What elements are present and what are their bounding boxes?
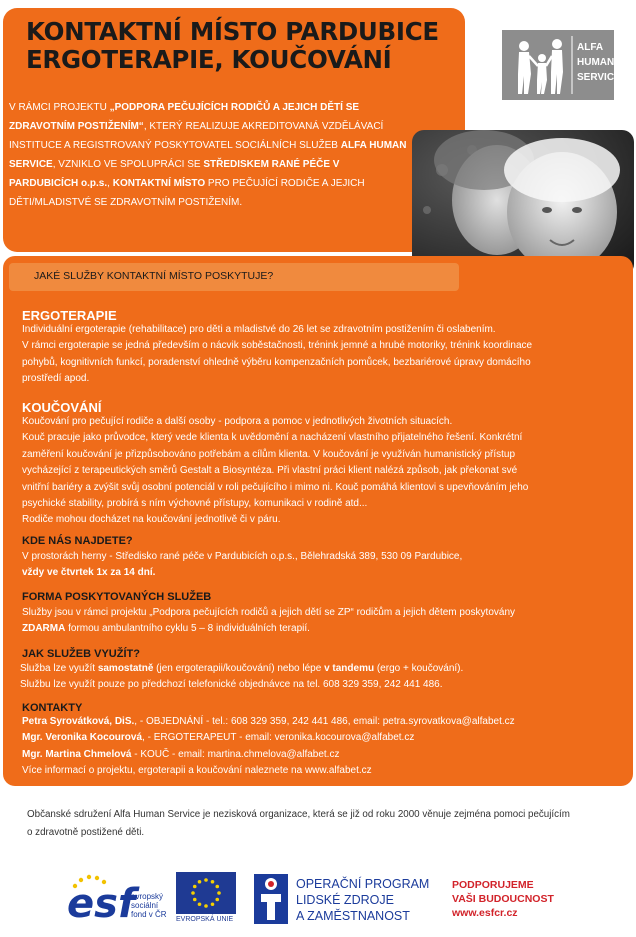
esf-wordmark: esf <box>67 881 136 927</box>
intro-bold-org: ALFA HUMAN SERVICE <box>9 140 407 170</box>
koucovani-line: psychické stability, probírá s ním výchovné přístupy, komunikaci v rodině atd... <box>22 498 368 510</box>
section-title-koucovani: KOUČOVÁNÍ <box>22 400 102 415</box>
intro-paragraph <box>9 98 409 212</box>
contact-row <box>22 714 632 730</box>
esf-caption <box>131 892 167 919</box>
logo-text-human: HUMAN <box>577 57 615 68</box>
use-bold-tandem: v tandemu <box>324 663 375 674</box>
use-bold-standalone: samostatně <box>97 663 154 674</box>
form-free-label: ZDARMA <box>22 623 66 635</box>
intro-text-4: , <box>107 178 113 189</box>
koucovani-line: vycházející z terapeutických směrů Gestalt a Biosyntéza. Při vlastní práci klient nalézá způsob, jak překonat své <box>22 465 518 477</box>
use-line: Službu lze využít pouze po předchozí telefonické objednávce na tel. 608 329 359, 242 441 486. <box>20 679 443 691</box>
koucovani-line: Rodiče mohou docházet na koučování jednotlivě či v páru. <box>22 514 281 526</box>
esf-logo <box>67 872 167 928</box>
section-title-ergoterapie: ERGOTERAPIE <box>22 308 117 323</box>
koucovani-line: zaměření koučování je přizpůsobováno potřebám a cílům klienta. V koučování je využíván humanistický přístup <box>22 448 516 460</box>
contact-details: - KOUČ - email: martina.chmelova@alfabet.cz <box>131 748 340 760</box>
form-line <box>22 621 632 637</box>
use-line <box>20 661 632 677</box>
op-line: A ZAMĚSTNANOST <box>296 909 410 923</box>
contact-details: , - ERGOTERAPEUT - email: veronika.kocourova@alfabet.cz <box>142 732 415 744</box>
alfa-human-service-logo <box>502 30 621 100</box>
op-lzz-logo <box>254 872 444 928</box>
eu-star-icon <box>193 885 197 889</box>
section-title-where: KDE NÁS NAJDETE? <box>22 535 133 547</box>
esf-caption-line: sociální <box>131 901 159 910</box>
koucovani-text <box>22 414 632 529</box>
intro-text-3: , VZNIKLO VE SPOLUPRÁCI SE <box>52 159 204 170</box>
use-text-c: (jen ergoterapii/koučování) nebo lépe <box>153 663 325 674</box>
intro-text-2: , KTERÝ REALIZUJE AKREDITOVANÁ VZDĚLÁVACÍ INSTITUCE A REGISTROVANÝ POSKYTOVATEL SOCIÁLNÍCH SLUŽEB <box>9 121 384 151</box>
slogan-line: PODPORUJEME <box>452 879 534 891</box>
esf-caption-line: fond v ČR <box>131 910 167 919</box>
contact-row <box>22 730 632 746</box>
services-question: JAKÉ SLUŽBY KONTAKTNÍ MÍSTO POSKYTUJE? <box>34 270 274 282</box>
eu-caption: EVROPSKÁ UNIE <box>176 916 234 923</box>
footer-line: o zdravotně postižené děti. <box>27 827 145 838</box>
ergoterapie-line: prostředí apod. <box>22 373 90 385</box>
eu-flag-icon <box>176 872 236 914</box>
form-line: Služby jsou v rámci projektu „Podpora pečujících rodičů a jejich dětí se ZP“ rodičům a jejich dětem poskytovány <box>22 607 516 618</box>
eu-star-icon <box>198 902 202 906</box>
footer-text <box>27 806 627 842</box>
eu-star-icon <box>215 885 219 889</box>
contact-row <box>22 747 632 763</box>
ergoterapie-line: Individuální ergoterapie (rehabilitace) pro děti a mladistvé do 26 let se zdravotním postižením či oslabením. <box>22 324 496 335</box>
contact-name: Petra Syrovátková, DiS. <box>22 716 135 727</box>
intro-text-5: PRO PEČUJÍCÍ RODIČE A JEJICH DĚTI/MLADISTVÉ SE ZDRAVOTNÍM POSTIŽENÍM. <box>9 178 365 208</box>
logo-text-service: SERVICE <box>577 72 621 83</box>
where-text <box>22 549 632 582</box>
esf-caption-line: evropský <box>131 892 164 901</box>
form-line-rest: formou ambulantního cyklu 5 – 8 individuálních terapií. <box>65 623 310 635</box>
slogan-url: www.esfcr.cz <box>452 907 518 919</box>
section-title-contacts: KONTAKTY <box>22 702 83 714</box>
use-text-e: (ergo + koučování). <box>374 663 464 674</box>
use-text-a: Služba lze využít <box>20 663 98 674</box>
eu-star-icon <box>191 891 195 895</box>
intro-bold-center: STŘEDISKEM RANÉ PÉČE V PARDUBICÍCH o.p.s. <box>9 159 340 189</box>
eu-star-icon <box>204 904 208 908</box>
intro-bold-contact: KONTAKTNÍ MÍSTO <box>112 178 206 189</box>
koucovani-line: Kouč pracuje jako průvodce, který vede klienta k uvědomění a nacházení vlastního přijatelného řešení. Konkrétní <box>22 432 523 444</box>
op-figure-icon <box>254 872 288 926</box>
more-info-line: Více informací o projektu, ergoterapii a koučování naleznete na www.alfabet.cz <box>22 765 372 777</box>
ergoterapie-line: V rámci ergoterapie se jedná především o nácvik soběstačnosti, trénink jemné a hrubé motoriky, trénink koordinace <box>22 340 533 352</box>
eu-star-icon <box>204 878 208 882</box>
slogan-line: VAŠI BUDOUCNOST <box>452 893 554 905</box>
eu-star-icon <box>193 898 197 902</box>
form-text <box>22 605 632 638</box>
op-line: LIDSKÉ ZDROJE <box>296 893 394 907</box>
where-address: V prostorách herny - Středisko rané péče v Pardubicích o.p.s., Bělehradská 389, 530 09 Pardubice, <box>22 551 463 562</box>
contact-name: Mgr. Martina Chmelová <box>22 748 132 760</box>
page-title <box>26 18 439 74</box>
eu-star-icon <box>215 898 219 902</box>
koucovani-line: Koučování pro pečující rodiče a další osoby - podpora a pomoc v jednotlivých životních situacích. <box>22 416 453 427</box>
section-title-form: FORMA POSKYTOVANÝCH SLUŽEB <box>22 591 212 603</box>
eu-star-icon <box>217 891 221 895</box>
use-text <box>20 661 632 694</box>
title-line-2: ERGOTERAPIE, KOUČOVÁNÍ <box>26 45 392 74</box>
eu-star-icon <box>211 880 215 884</box>
logo-text-alfa: ALFA <box>577 42 604 53</box>
contact-details: , - OBJEDNÁNÍ - tel.: 608 329 359, 242 441 486, email: petra.syrovatkova@alfabet.cz <box>134 716 515 727</box>
intro-bold-project: „PODPORA PEČUJÍCÍCH RODIČŮ A JEJICH DĚTÍ SE ZDRAVOTNÍM POSTIŽENÍM“ <box>9 102 360 132</box>
koucovani-line: vnitřní bariéry a zvýšit svůj osobní potenciál v roli pečujícího i mimo ni. Kouč pomáhá klientovi s upevňováním jeho <box>22 481 529 493</box>
contacts-text <box>22 714 632 780</box>
eu-star-icon <box>198 880 202 884</box>
where-schedule: vždy ve čtvrtek 1x za 14 dní. <box>22 567 156 579</box>
ergoterapie-line: pohybů, kognitivních funkcí, poradenství ohledně výběru kompenzačních pomůcek, bezbariérové úpravy domácího <box>22 356 531 368</box>
op-line: OPERAČNÍ PROGRAM <box>296 877 430 891</box>
title-line-1: KONTAKTNÍ MÍSTO PARDUBICE <box>26 17 439 46</box>
section-title-use: JAK SLUŽEB VYUŽÍT? <box>22 648 140 660</box>
mother-child-photo <box>412 130 634 276</box>
slogan <box>452 878 572 928</box>
footer-line: Občanské sdružení Alfa Human Service je nezisková organizace, která se již od roku 2000 věnuje zejména pomoci pečujícím <box>27 809 570 820</box>
intro-text-1: V RÁMCI PROJEKTU <box>9 102 110 113</box>
contact-name: Mgr. Veronika Kocourová <box>22 732 143 744</box>
ergoterapie-text <box>22 322 632 388</box>
op-text <box>296 876 429 924</box>
eu-logo <box>176 872 236 928</box>
eu-star-icon <box>211 902 215 906</box>
